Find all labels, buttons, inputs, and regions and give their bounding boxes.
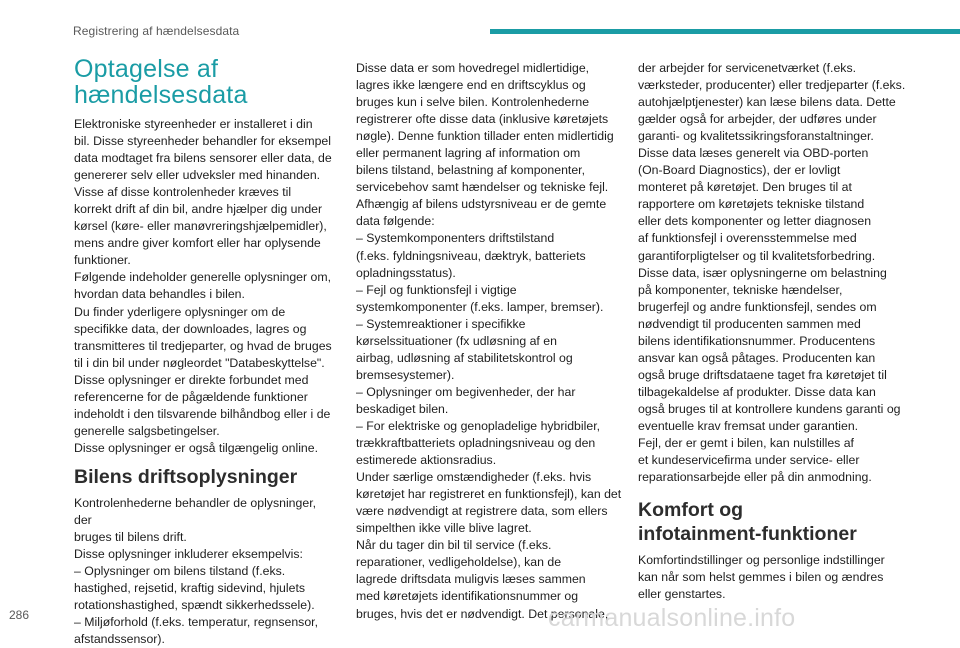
watermark: carmanualsonline.info (548, 604, 796, 632)
header-accent-bar (490, 29, 960, 34)
column-middle (356, 60, 622, 623)
operating-info-paragraph: Kontrolenhederne behandler de oplysninger, der bruges til bilens drift. Disse oplysninger inkluderer eksempelvis: – Oplysninger om bilens tilstand (f.eks. hastighed, rejsetid, kraftig sidevind, hjulets rotationshastighed, spændt sikkerhedssele). – Miljøforhold (f.eks. temperatur, regnsensor, afstandssensor). (74, 495, 318, 647)
column-right (638, 60, 910, 603)
intro-paragraph: Elektroniske styreenheder er installeret i din bil. Disse styreenheder behandler for eksempel data modtaget fra bilens sensorer eller data, de genererer selv eller udveksler med hinanden. Visse af disse kontrolenheder kræves til korrekt drift af din bil, andre hjælper dig under kørsel (køre- eller manøvreringshjælpemidler), mens andre giver komfort eller har oplysende funktioner. Følgende indeholder generelle oplysninger om, hvordan data behandles i bilen. Du finder yderligere oplysninger om de specifikke data, der downloades, lagres og transmitteres til tredjeparter, og hvad de bruges til i din bil under nøgleordet "Databeskyttelse". Disse oplysninger er direkte forbundet med referencerne for de pågældende funktioner indeholdt i den tilsvarende bilhåndbog eller i de generelle salgsbetingelser. Disse oplysninger er også tilgængelig online. (74, 117, 332, 455)
column-left (74, 56, 336, 648)
section-title-event-data: Optagelse af hændelsesdata (74, 55, 248, 109)
running-header-title: Registrering af hændelsesdata (73, 24, 240, 38)
page-number: 286 (9, 608, 30, 622)
subsection-title-operating-info: Bilens driftsoplysninger (74, 465, 298, 488)
comfort-paragraph: Komfortindstillinger og personlige indstillinger kan når som helst gemmes i bilen og ændres eller genstartes. (638, 553, 885, 602)
right-column-paragraph: der arbejder for servicenetværket (f.eks. værksteder, producenter) eller tredjeparter (f.eks. autohjælptjenester) kan læse bilens data. Dette gælder også for arbejder, der udføres under garanti- og kvalitetssikringsforanstaltninger. Disse data læses generelt via OBD-porten (On-Board Diagnostics), der er lovligt monteret på køretøjet. Den bruges til at rapportere om køretøjets tekniske tilstand eller dets komponenter og letter diagnosen af funktionsfejl i overensstemmelse med garantiforpligtelser og til kvalitetsforbedring. Disse data, især oplysningerne om belastning på komponenter, tekniske hændelser, brugerfejl og andre funktionsfejl, sendes om nødvendigt til producenten sammen med bilens identifikationsnummer. Producentens ansvar kan også påtages. Producenten kan også bruge driftsdataene taget fra køretøjet til tilbagekaldelse af produkter. Disse data kan også bruges til at kontrollere kundens garanti og eventuelle krav fremsat under garantien. Fejl, der er gemt i bilen, kan nulstilles af et kundeservicefirma under service- eller reparationsarbejde eller på din anmodning. (638, 61, 906, 485)
middle-column-paragraph: Disse data er som hovedregel midlertidige, lagres ikke længere end en driftscyklus og bruges kun i selve bilen. Kontrolenhederne registrerer ofte disse data (inklusive køretøjets nøgle). Denne funktion tillader enten midlertidig eller permanent lagring af information om bilens tilstand, belastning af komponenter, servicebehov samt hændelser og tekniske fejl. Afhængig af bilens udstyrsniveau er de gemte data følgende: – Systemkomponenters driftstilstand (f.eks. fyldningsniveau, dæktryk, batteriets opladningsstatus). – Fejl og funktionsfejl i vigtige systemkomponenter (f.eks. lamper, bremser). – Systemreaktioner i specifikke kørselssituationer (fx udløsning af en airbag, udløsning af stabilitetskontrol og bremsesystemer). – Oplysninger om begivenheder, der har beskadiget bilen. – For elektriske og genopladelige hybridbiler, trækkraftbatteriets opladningsniveau og den estimerede aktionsradius. Under særlige omstændigheder (f.eks. hvis køretøjet har registreret en funktionsfejl), kan det være nødvendigt at registrere data, som ellers simpelthen ikke ville blive lagret. Når du tager din bil til service (f.eks. reparationer, vedligeholdelse), kan de lagrede driftsdata muligvis læses sammen med køretøjets identifikationsnummer og bruges, hvis det er nødvendigt. Det personale, (356, 61, 622, 621)
section-title-comfort: Komfort og infotainment-funktioner (638, 499, 857, 546)
